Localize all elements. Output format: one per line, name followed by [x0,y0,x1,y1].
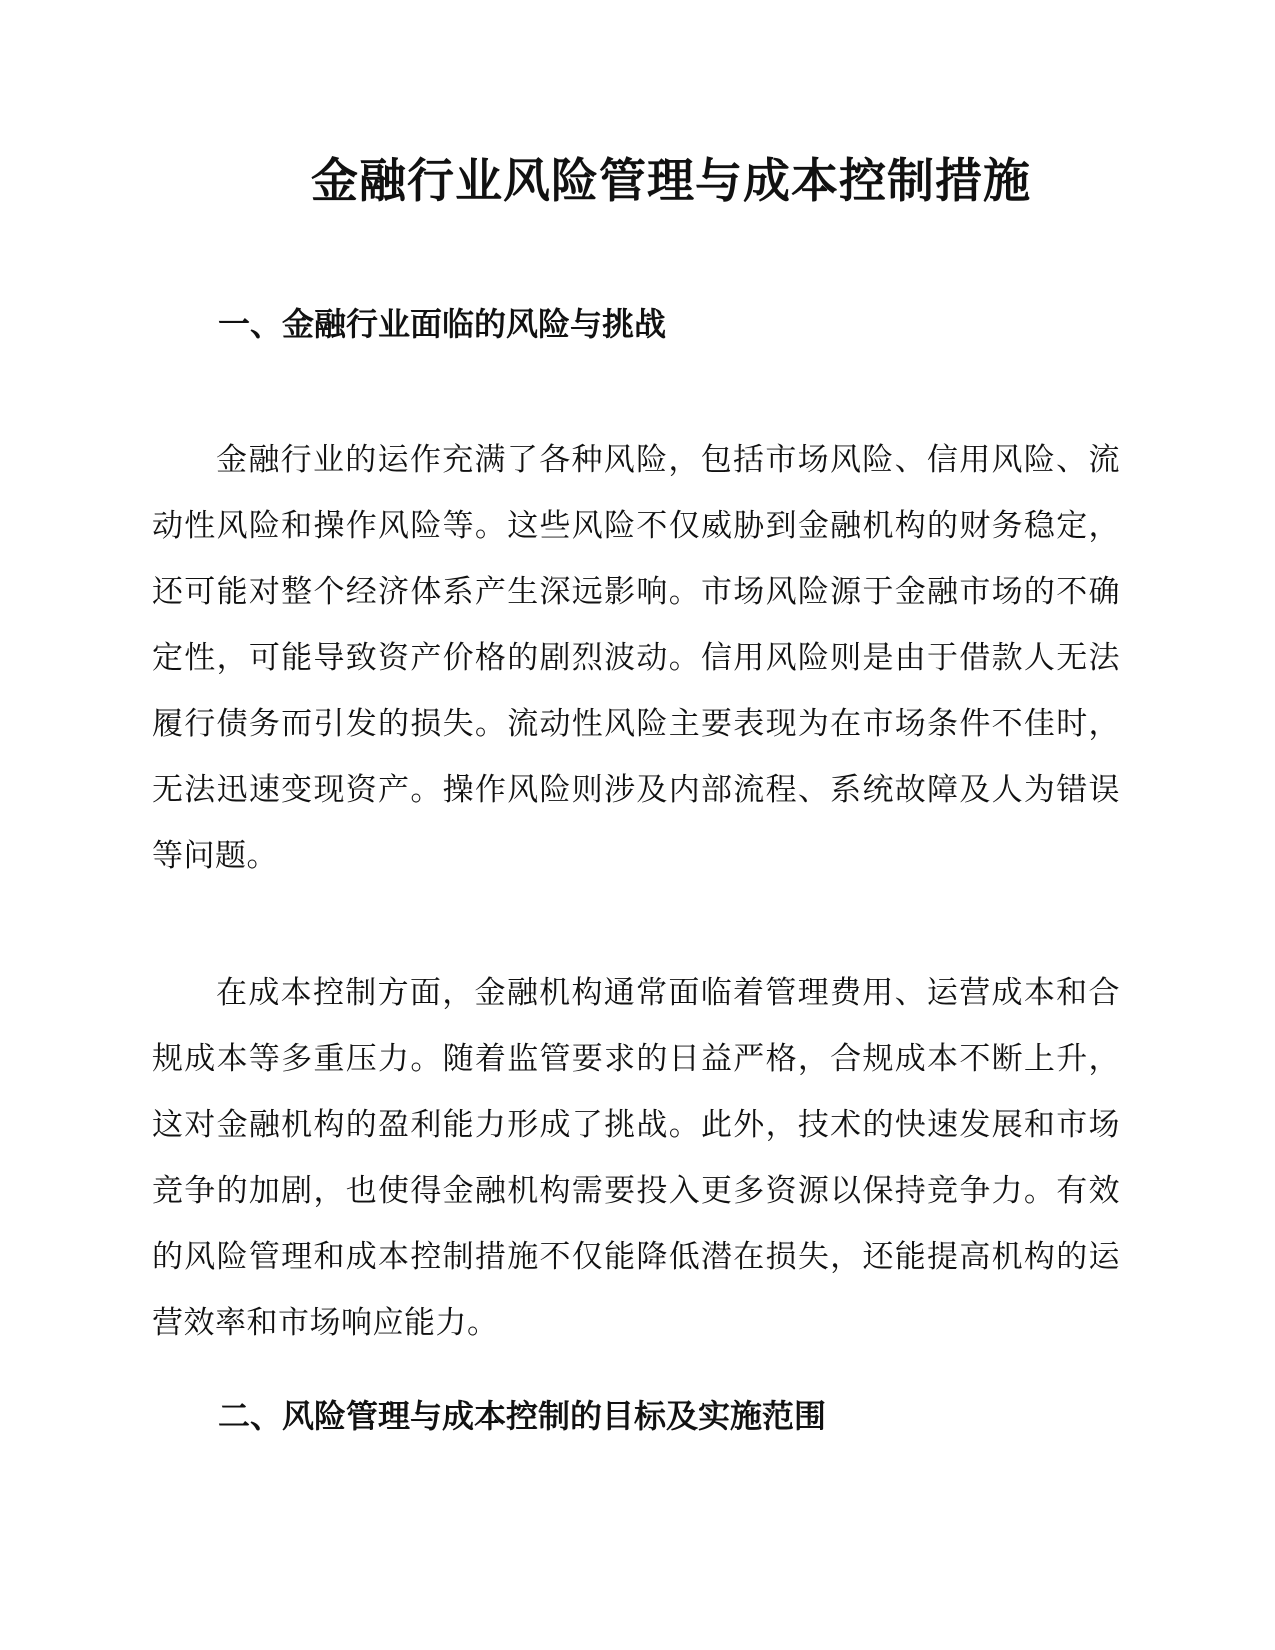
section-1-paragraph-2: 在成本控制方面，金融机构通常面临着管理费用、运营成本和合规成本等多重压力。随着监管要求的日益严格，合规成本不断上升，这对金融机构的盈利能力形成了挑战。此外，技术的快速发展和市场竞争的加剧，也使得金融机构需要投入更多资源以保持竞争力。有效的风险管理和成本控制措施不仅能降低潜在损失，还能提高机构的运营效率和市场响应能力。 [152,975,1120,1341]
section-heading-1: 一、金融行业面临的风险与挑战 [218,305,667,343]
section-1-paragraph-1: 金融行业的运作充满了各种风险，包括市场风险、信用风险、流动性风险和操作风险等。这些风险不仅威胁到金融机构的财务稳定，还可能对整个经济体系产生深远影响。市场风险源于金融市场的不确定性，可能导致资产价格的剧烈波动。信用风险则是由于借款人无法履行债务而引发的损失。流动性风险主要表现为在市场条件不佳时，无法迅速变现资产。操作风险则涉及内部流程、系统故障及人为错误等问题。 [152,442,1120,874]
document-title: 金融行业风险管理与成本控制措施 [311,154,1031,209]
section-heading-2: 二、风险管理与成本控制的目标及实施范围 [218,1397,827,1435]
